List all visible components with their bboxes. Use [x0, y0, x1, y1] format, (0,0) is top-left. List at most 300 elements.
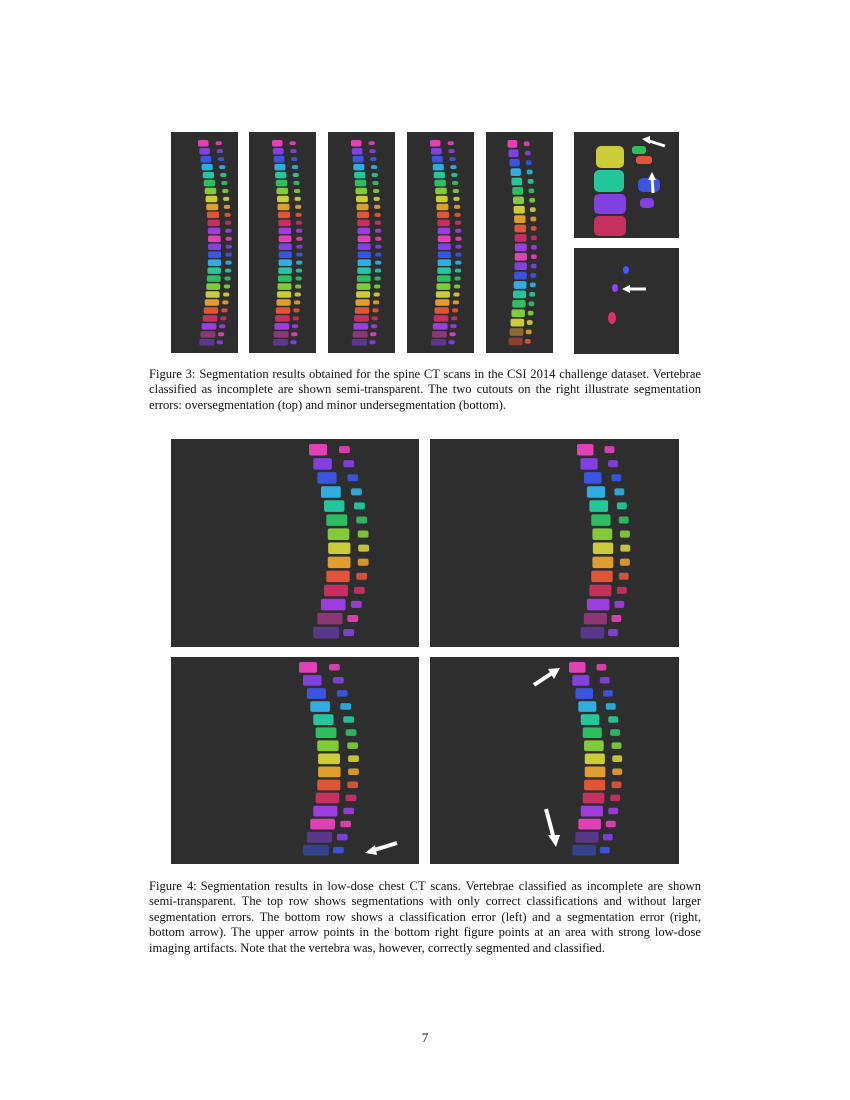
vertebra — [433, 323, 448, 330]
vertebra — [438, 251, 451, 258]
spinous-process — [529, 188, 535, 193]
spinous-process — [372, 316, 378, 320]
spinous-process — [600, 847, 610, 854]
vertebra — [358, 236, 371, 243]
fig3-scan-1 — [171, 132, 238, 353]
vertebra — [324, 585, 348, 597]
vertebra — [328, 543, 350, 555]
spinous-process — [530, 207, 536, 212]
fragment — [623, 266, 629, 274]
spinous-process — [531, 264, 537, 269]
vertebra — [328, 557, 351, 569]
spinous-process — [448, 141, 454, 145]
vertebra — [204, 307, 218, 314]
spinous-process — [610, 729, 620, 736]
spinous-process — [351, 488, 362, 495]
spinous-process — [453, 292, 459, 296]
spinous-process — [225, 221, 231, 225]
arrow-lower-head — [548, 835, 560, 847]
fig3-scan-2 — [249, 132, 316, 353]
vertebra — [355, 188, 367, 195]
vertebra — [324, 500, 344, 512]
vertebra — [199, 148, 210, 155]
spinous-process — [219, 324, 225, 328]
spinous-process — [370, 332, 376, 336]
vertebra — [352, 148, 363, 155]
vertebra — [437, 220, 449, 227]
spinous-process — [372, 308, 378, 312]
spinous-process — [374, 285, 380, 289]
spinous-process — [373, 189, 379, 193]
spinous-process — [293, 173, 299, 177]
figure4-caption — [149, 879, 701, 956]
spinous-process — [374, 197, 380, 201]
spinous-process — [448, 340, 454, 344]
spinous-process — [454, 285, 460, 289]
spinous-process — [290, 141, 296, 145]
spinous-process — [348, 768, 359, 775]
spinous-process — [375, 253, 381, 257]
spinous-process — [530, 283, 536, 288]
spinous-process — [296, 237, 302, 241]
spinous-process — [619, 516, 629, 523]
vertebra — [299, 662, 317, 673]
spinous-process — [294, 300, 300, 304]
spinous-process — [348, 755, 359, 762]
vertebra — [310, 819, 335, 830]
vertebra — [202, 323, 217, 330]
spinous-process — [530, 273, 536, 278]
spinous-process — [449, 157, 455, 161]
vertebra — [431, 339, 446, 346]
vertebra — [206, 283, 220, 290]
spinous-process — [347, 615, 358, 622]
vertebra — [208, 244, 221, 251]
vertebra — [511, 319, 525, 327]
spinous-process — [351, 601, 362, 608]
vertebra — [438, 236, 451, 243]
vertebra — [592, 528, 612, 540]
spinous-process — [455, 261, 461, 265]
vertebra — [310, 701, 330, 712]
vertebra — [207, 212, 219, 219]
vertebra — [433, 164, 444, 171]
spinous-process — [293, 316, 299, 320]
spinous-process — [296, 261, 302, 265]
spinous-process — [224, 213, 230, 217]
vertebra — [594, 216, 626, 236]
vertebra — [206, 204, 218, 211]
vertebra — [585, 753, 605, 764]
vertebra — [278, 204, 290, 211]
page-number: 7 — [421, 1030, 429, 1045]
vertebra — [278, 220, 290, 227]
vertebra — [316, 793, 340, 804]
vertebra — [438, 244, 451, 251]
spinous-process — [617, 502, 627, 509]
spinous-process — [337, 690, 348, 697]
fig4-ct-bottom-left — [171, 657, 419, 864]
vertebra — [513, 196, 524, 204]
vertebra — [577, 444, 594, 456]
vertebra — [203, 172, 214, 179]
vertebra — [279, 251, 292, 258]
vertebra — [278, 283, 292, 290]
vertebra — [313, 627, 339, 639]
vertebra — [509, 149, 519, 157]
vertebra — [357, 283, 371, 290]
vertebra — [437, 267, 451, 274]
spinous-process — [531, 254, 537, 259]
spinous-process — [527, 170, 533, 175]
figure4-text: Segmentation results in low-dose chest CT scans. Vertebrae classified as incomplete are shown semi-transparent. The top row shows segmentations with only correct classifications and without larger segmentation errors. The bottom row shows a classification error (left) and a segmentation error (right, bottom arrow). The upper arrow points in the bottom right figure points at an area with strong low-dose imaging artifacts. Note that the vertebra was, however, correctly segmented and classified. — [149, 879, 702, 955]
spinous-process — [224, 285, 230, 289]
fragment — [612, 284, 618, 292]
vertebra — [207, 220, 219, 227]
fig3-ct-panel-5 — [486, 132, 553, 353]
spinous-process — [343, 629, 354, 636]
spinous-process — [329, 664, 340, 671]
vertebra — [317, 780, 340, 791]
vertebra — [275, 172, 286, 179]
figure3-caption — [149, 367, 701, 413]
spinous-process — [224, 205, 230, 209]
spinous-process — [526, 160, 532, 165]
spinous-process — [636, 156, 652, 164]
spinous-process — [356, 516, 367, 523]
spinous-process — [526, 330, 532, 335]
vertebra — [438, 228, 451, 235]
vertebra — [575, 688, 593, 699]
fig4-ct-top-left — [171, 439, 419, 647]
vertebra — [276, 307, 290, 314]
vertebra — [204, 180, 215, 187]
vertebra — [272, 140, 283, 147]
spinous-process — [369, 149, 375, 153]
fig3-cutout-bottom — [574, 248, 679, 354]
vertebra — [357, 204, 369, 211]
spinous-process — [337, 834, 348, 841]
spinous-process — [608, 716, 618, 723]
vertebra — [274, 323, 289, 330]
vertebra — [318, 753, 340, 764]
fig4-scan-br — [430, 657, 679, 864]
fig4-scan-tr — [430, 439, 679, 647]
spinous-process — [343, 460, 354, 467]
spinous-process — [453, 189, 459, 193]
spinous-process — [216, 141, 222, 145]
vertebra — [202, 164, 213, 171]
vertebra — [203, 315, 218, 322]
vertebra — [318, 767, 340, 778]
spinous-process — [339, 446, 350, 453]
vertebra — [434, 172, 445, 179]
vertebra — [438, 259, 451, 266]
spinous-process — [296, 253, 302, 257]
spinous-process — [333, 847, 344, 854]
vertebra — [589, 500, 608, 512]
spinous-process — [375, 245, 381, 249]
arrow-upper — [534, 673, 552, 685]
vertebra — [277, 196, 289, 203]
spinous-process — [226, 253, 232, 257]
spinous-process — [224, 277, 230, 281]
vertebra — [593, 543, 613, 555]
spinous-process — [226, 245, 232, 249]
vertebra — [279, 228, 292, 235]
vertebra — [317, 472, 336, 484]
vertebra — [316, 727, 337, 738]
vertebra — [514, 262, 526, 270]
spinous-process — [632, 146, 646, 154]
arrow-mid-head — [648, 172, 656, 180]
vertebra — [354, 172, 365, 179]
vertebra — [208, 228, 221, 235]
fig4-ct-top-right — [430, 439, 679, 647]
vertebra — [353, 156, 364, 163]
spinous-process — [369, 340, 375, 344]
spinous-process — [600, 677, 610, 684]
vertebra — [279, 236, 292, 243]
fig3-ct-panel-1 — [171, 132, 238, 353]
vertebra — [307, 832, 332, 843]
spinous-process — [221, 181, 227, 185]
vertebra — [206, 196, 218, 203]
spinous-process — [296, 269, 302, 273]
spinous-process — [455, 269, 461, 273]
vertebra — [592, 557, 613, 569]
vertebra — [436, 283, 450, 290]
spinous-process — [296, 221, 302, 225]
fig3-scan-3 — [328, 132, 395, 353]
spinous-process — [455, 253, 461, 257]
spinous-process — [220, 316, 226, 320]
vertebra — [273, 148, 284, 155]
spinous-process — [529, 292, 535, 297]
spinous-process — [354, 587, 365, 594]
spinous-process — [226, 237, 232, 241]
fig3-cutout-top — [574, 132, 679, 238]
vertebra — [437, 212, 449, 219]
vertebra — [313, 458, 332, 470]
spinous-process — [358, 545, 369, 552]
vertebra — [208, 236, 221, 243]
vertebra — [321, 599, 346, 611]
vertebra — [358, 244, 371, 251]
fig3-ct-panel-3 — [328, 132, 395, 353]
spinous-process — [371, 324, 377, 328]
spinous-process — [603, 690, 613, 697]
spinous-process — [347, 742, 358, 749]
spinous-process — [608, 808, 618, 815]
spinous-process — [371, 165, 377, 169]
vertebra — [512, 300, 525, 308]
vertebra — [509, 338, 523, 346]
vertebra — [357, 275, 371, 282]
spinous-process — [612, 742, 622, 749]
spinous-process — [603, 834, 613, 841]
arrow-lower — [546, 809, 554, 839]
spinous-process — [606, 703, 616, 710]
vertebra — [578, 819, 601, 830]
fig3-cutout-top-scan — [574, 132, 679, 238]
figure3-text: Segmentation results obtained for the spine CT scans in the CSI 2014 challenge dataset. Vertebrae classified as incomplete are shown semi-transparent. The two cutouts on the right illustrate segmentation errors: oversegmentation (top) and minor undersegmentation (bottom). — [149, 367, 701, 412]
vertebra — [303, 845, 329, 856]
vertebra — [589, 585, 611, 597]
vertebra — [206, 291, 220, 298]
vertebra — [303, 675, 322, 686]
vertebra — [436, 291, 450, 298]
vertebra — [436, 196, 448, 203]
spinous-process — [524, 141, 530, 146]
spinous-process — [611, 474, 621, 481]
vertebra — [584, 472, 602, 484]
vertebra — [357, 220, 369, 227]
spinous-process — [530, 217, 536, 222]
spinous-process — [220, 173, 226, 177]
vertebra — [572, 845, 596, 856]
vertebra — [358, 251, 371, 258]
vertebra — [596, 146, 624, 168]
spinous-process — [225, 269, 231, 273]
vertebra — [583, 793, 605, 804]
spinous-process — [454, 205, 460, 209]
spinous-process — [620, 531, 630, 538]
spinous-process — [450, 165, 456, 169]
vertebra — [515, 244, 527, 252]
vertebra — [351, 140, 362, 147]
vertebra — [435, 188, 447, 195]
spinous-process — [343, 716, 354, 723]
spinous-process — [347, 782, 358, 789]
spinous-process — [531, 245, 537, 250]
spinous-process — [452, 181, 458, 185]
spinous-process — [375, 229, 381, 233]
vertebra — [354, 315, 369, 322]
vertebra — [356, 291, 370, 298]
spinous-process — [225, 261, 231, 265]
vertebra — [274, 164, 285, 171]
vertebra — [511, 309, 524, 317]
spinous-process — [375, 237, 381, 241]
vertebra — [208, 251, 221, 258]
vertebra — [591, 571, 612, 583]
spinous-process — [455, 237, 461, 241]
spinous-process — [295, 205, 301, 209]
spinous-process — [333, 677, 344, 684]
vertebra — [279, 244, 292, 251]
spinous-process — [612, 782, 622, 789]
vertebra — [581, 806, 603, 817]
vertebra — [572, 675, 589, 686]
spinous-process — [290, 149, 296, 153]
vertebra — [515, 234, 527, 242]
spinous-process — [221, 308, 227, 312]
vertebra — [356, 196, 368, 203]
vertebra — [355, 307, 369, 314]
vertebra — [274, 156, 285, 163]
spinous-process — [293, 308, 299, 312]
vertebra — [205, 188, 217, 195]
vertebra — [355, 299, 369, 306]
spinous-process — [453, 300, 459, 304]
spinous-process — [295, 197, 301, 201]
spinous-process — [529, 301, 535, 306]
vertebra — [208, 259, 221, 266]
vertebra — [274, 331, 289, 338]
spinous-process — [217, 149, 223, 153]
spinous-process — [219, 165, 225, 169]
vertebra — [309, 444, 327, 456]
spinous-process — [605, 446, 615, 453]
fig4-ct-bottom-right — [430, 657, 679, 864]
vertebra — [581, 714, 600, 725]
vertebra — [276, 180, 287, 187]
vertebra — [583, 727, 602, 738]
vertebra — [515, 253, 527, 261]
fig4-scan-bl — [171, 657, 419, 864]
spinous-process — [218, 332, 224, 336]
spinous-process — [295, 292, 301, 296]
spinous-process — [340, 821, 351, 828]
spinous-process — [343, 808, 354, 815]
fig4-scan-tl — [171, 439, 419, 647]
vertebra — [273, 339, 288, 346]
vertebra — [581, 458, 598, 470]
vertebra — [512, 187, 523, 195]
spinous-process — [370, 157, 376, 161]
fig3-scan-5 — [486, 132, 553, 353]
vertebra — [432, 331, 447, 338]
spinous-process — [606, 821, 616, 828]
spinous-process — [222, 300, 228, 304]
vertebra — [353, 331, 368, 338]
spinous-process — [638, 178, 660, 192]
vertebra — [514, 281, 527, 289]
vertebra — [581, 627, 605, 639]
vertebra — [200, 156, 211, 163]
vertebra — [198, 140, 209, 147]
vertebra — [514, 215, 525, 223]
spinous-process — [531, 236, 537, 241]
spinous-process — [450, 324, 456, 328]
vertebra — [313, 806, 337, 817]
vertebra — [357, 212, 369, 219]
vertebra — [207, 275, 221, 282]
vertebra — [276, 188, 288, 195]
spinous-process — [454, 213, 460, 217]
spinous-process — [531, 226, 537, 231]
spinous-process — [612, 755, 622, 762]
spinous-process — [346, 795, 357, 802]
vertebra — [587, 599, 610, 611]
spinous-process — [358, 531, 369, 538]
spinous-process — [527, 320, 533, 325]
spinous-process — [528, 179, 534, 184]
vertebra — [434, 315, 449, 322]
vertebra — [430, 140, 441, 147]
arrow-bottom-left-head — [365, 845, 377, 855]
vertebra — [353, 323, 368, 330]
spinous-process — [612, 768, 622, 775]
vertebra — [277, 291, 291, 298]
spinous-process — [356, 573, 367, 580]
spinous-process — [525, 151, 531, 156]
spinous-process — [346, 729, 357, 736]
spinous-process — [455, 229, 461, 233]
vertebra — [317, 613, 342, 625]
vertebra — [437, 275, 451, 282]
